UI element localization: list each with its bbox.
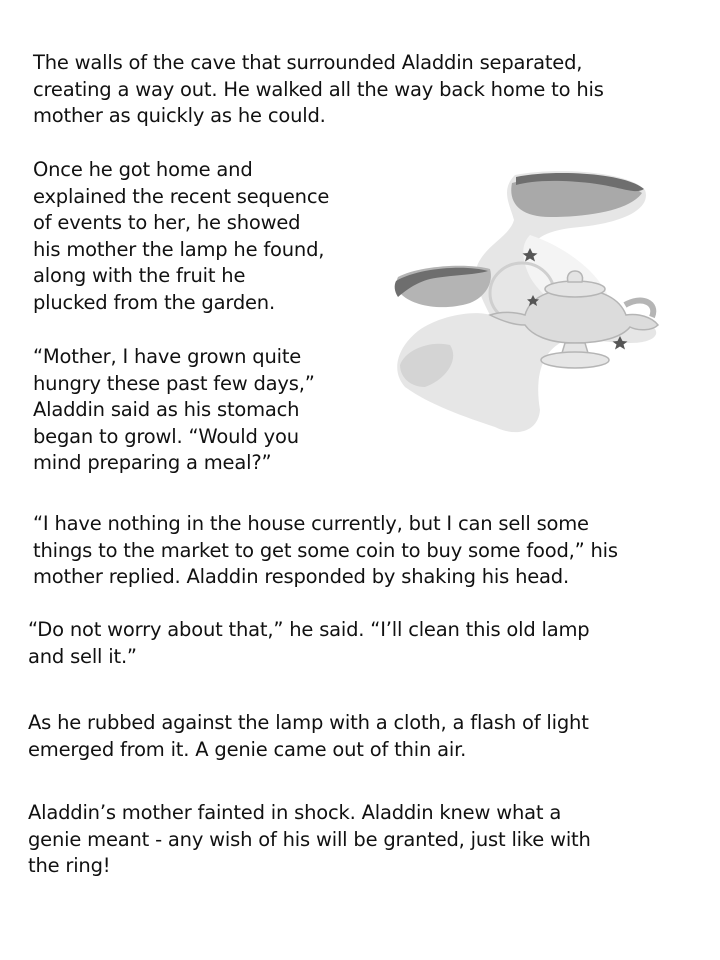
text-line: emerged from it. A genie came out of thin air.: [28, 737, 467, 761]
text-line: and sell it.”: [28, 644, 137, 668]
text-line: mind preparing a meal?”: [33, 451, 272, 474]
text-line: his mother the lamp he found,: [33, 237, 325, 261]
text-line: plucked from the garden.: [33, 290, 275, 314]
text-line: of events to her, he showed: [33, 211, 301, 234]
text-line: mother as quickly as he could.: [33, 104, 326, 127]
text-line: The walls of the cave that surrounded Aladdin separated,: [33, 51, 583, 74]
text-line: “Do not worry about that,” he said. “I’ll clean this old lamp: [28, 618, 590, 641]
text-line: Once he got home and: [33, 158, 253, 181]
text-line: hungry these past few days,”: [33, 371, 315, 395]
paragraph-mother-fainted: [28, 800, 591, 880]
paragraph-cave-walls: [33, 50, 604, 130]
text-line: “I have nothing in the house currently, but I can sell some: [33, 512, 589, 535]
text-line: began to growl. “Would you: [33, 424, 299, 448]
text-line: Aladdin said as his stomach: [33, 398, 300, 421]
lamp-knob: [567, 271, 582, 282]
paragraph-showed-lamp: [33, 157, 329, 316]
text-line: As he rubbed against the lamp with a cloth, a flash of light: [28, 711, 589, 734]
paragraph-clean-lamp: [28, 617, 589, 670]
lamp-base: [541, 352, 609, 368]
paragraph-genie-appears: [28, 710, 589, 763]
text-line: “Mother, I have grown quite: [33, 345, 302, 368]
text-line: Aladdin’s mother fainted in shock. Aladdin knew what a: [28, 801, 562, 824]
text-line: things to the market to get some coin to buy some food,” his: [33, 538, 618, 562]
magic-lamp-icon: [390, 165, 670, 440]
text-line: the ring!: [28, 854, 111, 877]
text-line: genie meant - any wish of his will be granted, just like with: [28, 827, 591, 851]
paragraph-hungry-quote: [33, 344, 315, 477]
paragraph-mother-reply: [33, 511, 618, 591]
text-line: mother replied. Aladdin responded by shaking his head.: [33, 565, 569, 588]
text-line: creating a way out. He walked all the way back home to his: [33, 77, 604, 101]
text-line: explained the recent sequence: [33, 184, 330, 208]
lamp-lid: [545, 281, 605, 297]
text-line: along with the fruit he: [33, 264, 246, 287]
